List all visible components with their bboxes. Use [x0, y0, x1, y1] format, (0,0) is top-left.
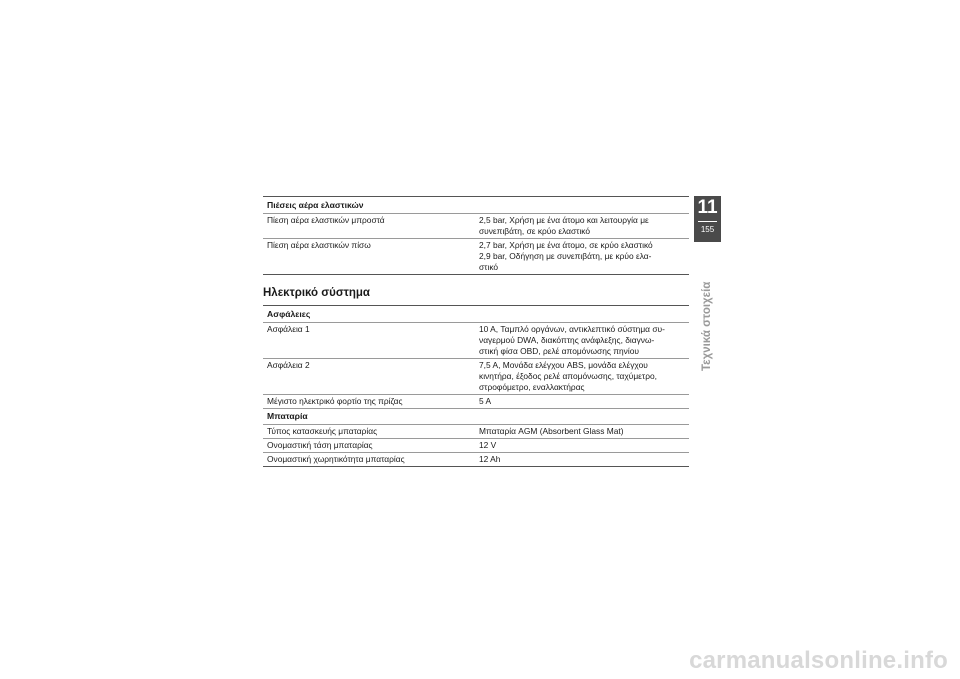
- row-value: [479, 324, 689, 357]
- table-row: [263, 425, 689, 439]
- table-row: [263, 323, 689, 359]
- value-line: 2,9 bar, Οδήγηση με συνεπιβάτη, με κρύο ελα-: [479, 251, 652, 261]
- table-row: [263, 359, 689, 395]
- row-value: [479, 215, 689, 237]
- watermark: carmanualsonline.info: [689, 647, 948, 674]
- value-line: κινητήρα, έξοδος ρελέ απομόνωσης, ταχύμετρο,: [479, 371, 657, 381]
- row-label: Ονομαστική χωρητικότητα μπαταρίας: [267, 454, 405, 464]
- value-line: Μπαταρία AGM (Absorbent Glass Mat): [479, 426, 624, 436]
- row-label: Ασφάλεια 2: [267, 360, 310, 370]
- value-line: 12 Ah: [479, 454, 501, 464]
- page-number: 155: [700, 225, 715, 234]
- row-value: [479, 396, 689, 407]
- value-line: 10 A, Ταμπλό οργάνων, αντικλεπτικό σύστημα συ-: [479, 324, 665, 334]
- value-line: 2,5 bar, Χρήση με ένα άτομο και λειτουργία με: [479, 215, 649, 225]
- fuses-heading: Ασφάλειες: [263, 306, 689, 323]
- table-row: [263, 439, 689, 453]
- chapter-tab-divider: [698, 221, 717, 222]
- row-value: [479, 454, 689, 465]
- value-line: 5 A: [479, 396, 492, 406]
- row-label: Ονομαστική τάση μπαταρίας: [267, 440, 373, 450]
- tire-pressure-heading: Πιέσεις αέρα ελαστικών: [263, 197, 689, 214]
- value-line: 7,5 A, Μονάδα ελέγχου ABS, μονάδα ελέγχου: [479, 360, 648, 370]
- row-value: [479, 360, 689, 393]
- table-row: [263, 239, 689, 275]
- chapter-tab: [694, 196, 721, 242]
- row-value: [479, 440, 689, 451]
- value-line: 2,7 bar, Χρήση με ένα άτομο, σε κρύο ελαστικό: [479, 240, 653, 250]
- table-row: [263, 453, 689, 467]
- row-value: [479, 426, 689, 437]
- value-line: στροφόμετρο, εναλλακτήρας: [479, 382, 585, 392]
- spec-content: [263, 196, 689, 467]
- table-row: [263, 395, 689, 409]
- value-line: 12 V: [479, 440, 497, 450]
- table-row: [263, 214, 689, 239]
- chapter-side-title: [692, 246, 724, 376]
- chapter-number: 11: [697, 197, 718, 218]
- value-line: ναγερμού DWA, διακόπτης ανάφλεξης, διαγνω-: [479, 335, 655, 345]
- value-line: στική φίσα OBD, ρελέ απομόνωσης πηνίου: [479, 346, 639, 356]
- battery-heading: Μπαταρία: [263, 409, 689, 425]
- row-label: Ασφάλεια 1: [267, 324, 310, 334]
- value-line: στικό: [479, 262, 499, 272]
- row-label: Πίεση αέρα ελαστικών πίσω: [267, 240, 371, 250]
- chapter-side-title-text: Τεχνικά στοιχεία: [701, 281, 713, 371]
- value-line: συνεπιβάτη, σε κρύο ελαστικό: [479, 226, 591, 236]
- row-label: Τύπος κατασκευής μπαταρίας: [267, 426, 378, 436]
- row-value: [479, 240, 689, 273]
- electrical-system-title: Ηλεκτρικό σύστημα: [263, 287, 370, 299]
- row-label: Μέγιστο ηλεκτρικό φορτίο της πρίζας: [267, 396, 403, 406]
- row-label: Πίεση αέρα ελαστικών μπροστά: [267, 215, 385, 225]
